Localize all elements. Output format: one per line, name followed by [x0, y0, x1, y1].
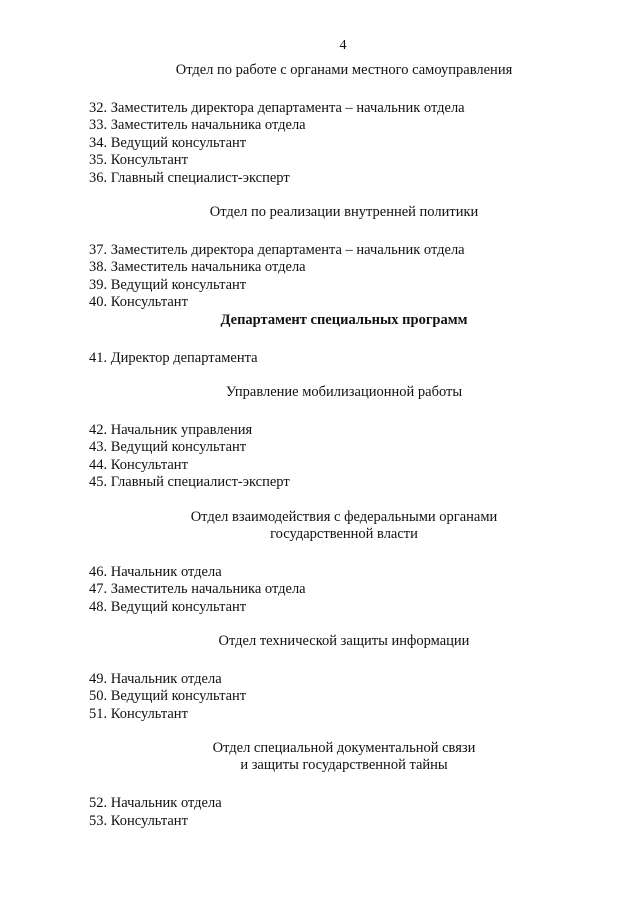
list-item: 33. Заместитель начальника отдела — [89, 117, 306, 134]
list-item: 45. Главный специалист-эксперт — [89, 474, 290, 491]
section-heading-line: государственной власти — [270, 525, 418, 542]
list-item: 42. Начальник управления — [89, 422, 253, 439]
list-item: 52. Начальник отдела — [89, 795, 222, 812]
section-heading-line: Отдел специальной документальной связи — [212, 740, 476, 757]
section-local-government — [89, 62, 599, 187]
list-item: 49. Начальник отдела — [89, 670, 222, 687]
list-item: 39. Ведущий консультант — [89, 276, 247, 293]
section-special-communication — [89, 740, 599, 830]
page-number: 4 — [339, 38, 347, 53]
list-item: 51. Консультант — [89, 705, 188, 722]
department-heading: Департамент специальных программ — [220, 311, 468, 328]
position-list — [89, 242, 599, 312]
section-heading: Управление мобилизационной работы — [225, 384, 463, 401]
list-item: 40. Консультант — [89, 294, 188, 311]
section-heading: Отдел по реализации внутренней политики — [209, 204, 479, 221]
list-item: 37. Заместитель директора департамента – начальник отдела — [89, 242, 465, 259]
section-technical-protection — [89, 633, 599, 723]
list-item: 36. Главный специалист-эксперт — [89, 169, 290, 186]
position-list — [89, 671, 599, 723]
section-heading-line: Отдел взаимодействия с федеральными органами — [190, 508, 498, 525]
list-item: 34. Ведущий консультант — [89, 134, 247, 151]
list-item: 38. Заместитель начальника отдела — [89, 259, 306, 276]
position-list — [89, 100, 599, 187]
list-item: 32. Заместитель директора департамента – начальник отдела — [89, 100, 465, 116]
position-list — [89, 564, 599, 616]
section-heading: Отдел технической защиты информации — [218, 632, 470, 649]
list-item: 44. Консультант — [89, 456, 188, 473]
list-item: 46. Начальник отдела — [89, 563, 222, 580]
section-special-programs-department — [89, 312, 599, 367]
position-list — [89, 350, 599, 367]
list-item: 48. Ведущий консультант — [89, 598, 247, 615]
list-item: 43. Ведущий консультант — [89, 439, 247, 456]
list-item: 35. Консультант — [89, 152, 188, 169]
section-mobilization — [89, 384, 599, 492]
section-heading: Отдел по работе с органами местного самоуправления — [175, 62, 513, 78]
section-internal-policy — [89, 204, 599, 312]
list-item: 47. Заместитель начальника отдела — [89, 581, 306, 598]
section-heading-line: и защиты государственной тайны — [240, 757, 448, 774]
section-federal-interaction — [89, 509, 599, 616]
list-item: 53. Консультант — [89, 812, 188, 829]
document-body — [89, 62, 599, 830]
list-item: 50. Ведущий консультант — [89, 688, 247, 705]
position-list — [89, 795, 599, 830]
list-item: 41. Директор департамента — [89, 349, 258, 366]
position-list — [89, 422, 599, 492]
